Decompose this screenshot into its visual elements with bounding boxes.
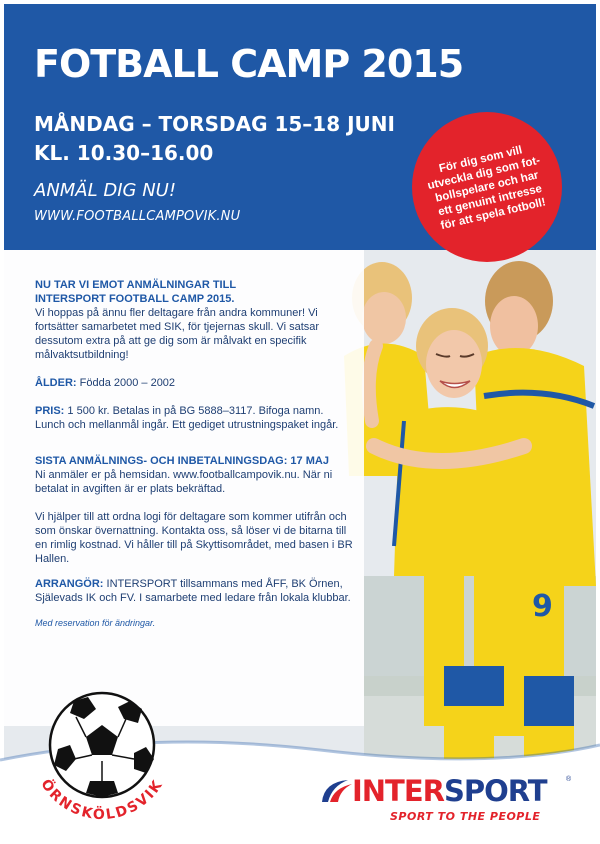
event-dates: MÅNDAG – TORSDAG 15–18 JUNI	[34, 112, 395, 136]
town-emblem	[14, 683, 194, 833]
price-value: 1 500 kr. Betalas in på BG 5888–3117. Bifoga namn. Lunch och mellanmål ingår. Ett gediget utrustningspaket ingår.	[35, 405, 339, 431]
intro-text: Vi hoppas på ännu fler deltagare från andra kommuner! Vi fortsätter samarbetet med SIK, för tjejernas skull. Vi satsar dessutom extra på att ge dig som är målvakt en specifik målvaktsutbildning!	[35, 307, 320, 361]
age-label: ÅLDER:	[35, 377, 77, 389]
event-time: KL. 10.30–16.00	[34, 141, 214, 165]
reservation-note: Med reservation för ändringar.	[35, 618, 156, 628]
organizer-label: ARRANGÖR:	[35, 578, 104, 590]
promo-badge-text: För dig som vill utveckla dig som fot-bollspelare och har ett genuint intresse för att spela fotboll!	[426, 144, 547, 233]
page-title: FOTBALL CAMP 2015	[34, 42, 464, 86]
registered-mark: ®	[566, 776, 572, 783]
register-call: ANMÄL DIG NU!	[34, 180, 177, 201]
soccer-ball-icon	[14, 683, 194, 833]
price-label: PRIS:	[35, 405, 65, 417]
brand-part-inter: INTER	[352, 774, 444, 808]
promo-badge	[412, 112, 562, 262]
brand-slogan: SPORT TO THE PEOPLE	[390, 810, 541, 823]
deadline-text: Ni anmäler er på hemsidan. www.footballcampovik.nu. När ni betalat in avgiften är er plats bekräftad.	[35, 469, 333, 495]
deadline-heading: SISTA ANMÄLNINGS- OCH INBETALNINGSDAG: 17 MAJ	[35, 455, 329, 467]
organizer-value: INTERSPORT tillsammans med ÅFF, BK Örnen, Själevads IK och FV. I samarbete med ledare från lokala klubbar.	[35, 578, 351, 604]
intersport-logo-icon	[318, 776, 356, 806]
intro-heading-line2: INTERSPORT FOOTBALL CAMP 2015.	[35, 293, 235, 305]
lodging-text: Vi hjälper till att ordna logi för deltagare som kommer utifrån och som önskar övernattning. Kontakta oss, så löser vi de bitarna till en rimlig kostnad. Vi håller till på Skyttisområdet, med basen i BR Hallen.	[35, 511, 353, 565]
town-name: ÖRNSKÖLDSVIK	[37, 776, 167, 824]
brand-wordmark	[352, 774, 547, 808]
website-link[interactable]: WWW.FOOTBALLCAMPOVIK.NU	[34, 209, 241, 224]
svg-text:9: 9	[532, 589, 553, 624]
info-content	[35, 278, 355, 641]
brand-part-sport: SPORT	[443, 774, 547, 808]
age-value: Födda 2000 – 2002	[79, 377, 176, 389]
intro-heading-line1: NU TAR VI EMOT ANMÄLNINGAR TILL	[35, 279, 237, 291]
intersport-logo	[318, 772, 578, 832]
